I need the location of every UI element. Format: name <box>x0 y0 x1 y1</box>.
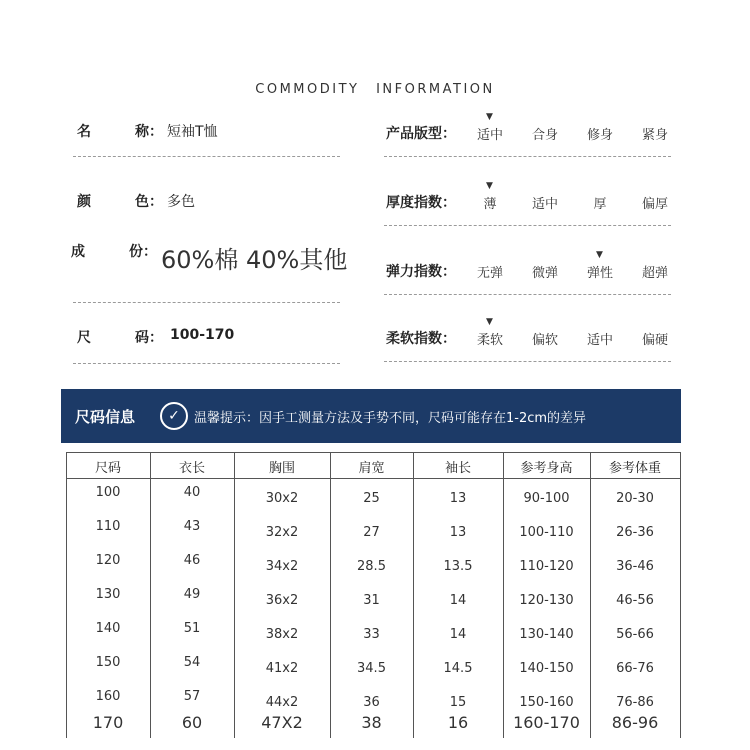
size-label-b: 码： <box>135 330 163 346</box>
table-cell: 14 <box>449 593 467 608</box>
attribute-label: 弹力指数： <box>386 264 456 280</box>
table-cell: 110-120 <box>519 559 574 574</box>
attribute-option: 适中 <box>586 333 613 348</box>
table-header-cell: 尺码 <box>94 461 121 476</box>
divider <box>384 156 671 157</box>
table-cell: 170 <box>92 713 124 732</box>
table-cell: 13.5 <box>443 559 473 574</box>
table-cell: 140-150 <box>519 661 574 676</box>
color-label-b: 色： <box>135 194 163 210</box>
table-cell: 33 <box>363 627 380 642</box>
table-cell: 76-86 <box>616 695 654 710</box>
table-cell: 56-66 <box>616 627 654 642</box>
table-cell: 90-100 <box>523 491 570 506</box>
divider <box>384 294 671 295</box>
table-cell: 86-96 <box>611 713 659 732</box>
color-value: 多色 <box>167 194 195 210</box>
attribute-option: 紧身 <box>641 128 668 143</box>
table-cell: 43 <box>183 519 201 534</box>
table-header-cell: 胸围 <box>268 461 295 476</box>
attribute-option: 厚 <box>593 197 607 212</box>
table-cell: 20-30 <box>616 491 654 506</box>
table-grid-line <box>66 478 680 479</box>
table-cell: 60 <box>181 713 203 732</box>
attribute-option: 柔软 <box>476 333 503 348</box>
size-range-value: 100-170 <box>170 327 235 343</box>
attribute-option: 修身 <box>586 128 613 143</box>
material-label-b: 份： <box>129 244 157 260</box>
table-cell: 150-160 <box>519 695 574 710</box>
material-value: 60%棉 40%其他 <box>161 246 348 274</box>
table-cell: 13 <box>449 491 467 506</box>
table-cell: 38x2 <box>265 627 299 642</box>
table-header-cell: 肩宽 <box>358 461 385 476</box>
table-cell: 100 <box>95 485 121 500</box>
table-cell: 40 <box>183 485 201 500</box>
table-cell: 57 <box>183 689 201 704</box>
table-cell: 34.5 <box>357 661 386 676</box>
attribute-option: 微弹 <box>531 266 558 281</box>
table-cell: 41x2 <box>265 661 299 676</box>
attribute-option: 薄 <box>483 197 497 212</box>
table-cell: 46-56 <box>616 593 654 608</box>
divider <box>73 302 340 303</box>
table-cell: 36 <box>363 695 380 710</box>
name-label-b: 称： <box>135 124 163 140</box>
table-cell: 100-110 <box>519 525 574 540</box>
table-cell: 120-130 <box>519 593 574 608</box>
table-cell: 26-36 <box>616 525 654 540</box>
material-label-a: 成 <box>71 244 85 260</box>
divider <box>73 156 340 157</box>
size-info-banner <box>61 389 681 443</box>
attribute-option: 适中 <box>476 128 503 143</box>
attribute-option: 超弹 <box>641 266 668 281</box>
table-cell: 15 <box>449 695 467 710</box>
table-cell: 13 <box>449 525 467 540</box>
table-cell: 49 <box>183 587 201 602</box>
table-cell: 46 <box>183 553 201 568</box>
attribute-option: 偏硬 <box>641 333 668 348</box>
table-cell: 16 <box>447 713 469 732</box>
attribute-option: 适中 <box>531 197 558 212</box>
table-cell: 31 <box>363 593 380 608</box>
divider <box>73 363 340 364</box>
attribute-option: 合身 <box>531 128 558 143</box>
table-header-cell: 参考体重 <box>608 461 661 476</box>
attribute-label: 产品版型： <box>386 126 456 142</box>
table-cell: 30x2 <box>265 491 299 506</box>
table-cell: 110 <box>95 519 121 534</box>
table-cell: 14.5 <box>443 661 473 676</box>
table-header-cell: 袖长 <box>444 461 471 476</box>
table-cell: 14 <box>449 627 467 642</box>
divider <box>384 225 671 226</box>
table-grid-line <box>680 452 681 738</box>
table-cell: 36x2 <box>265 593 299 608</box>
table-cell: 34x2 <box>265 559 299 574</box>
attribute-option: 偏软 <box>531 333 558 348</box>
table-grid-line <box>66 452 680 453</box>
table-cell: 36-46 <box>616 559 654 574</box>
table-cell: 28.5 <box>357 559 386 574</box>
table-cell: 54 <box>183 655 201 670</box>
attribute-option: 弹性 <box>586 266 613 281</box>
selected-marker-icon: ▼ <box>596 250 603 260</box>
table-cell: 160 <box>95 689 121 704</box>
page-title: COMMODITY INFORMATION <box>255 82 495 97</box>
divider <box>384 361 671 362</box>
size-label-a: 尺 <box>77 330 91 346</box>
table-cell: 130-140 <box>519 627 574 642</box>
table-cell: 25 <box>363 491 380 506</box>
banner-title: 尺码信息 <box>75 408 136 426</box>
name-label-a: 名 <box>77 124 91 140</box>
table-cell: 32x2 <box>265 525 299 540</box>
table-cell: 38 <box>361 713 382 732</box>
table-header-cell: 参考身高 <box>520 461 573 476</box>
name-value: 短袖T恤 <box>167 124 218 140</box>
attribute-label: 厚度指数： <box>386 195 456 211</box>
selected-marker-icon: ▼ <box>486 317 493 327</box>
attribute-label: 柔软指数： <box>386 331 456 347</box>
table-cell: 66-76 <box>616 661 654 676</box>
check-circle-icon: ✓ <box>160 402 188 430</box>
table-cell: 150 <box>95 655 121 670</box>
table-cell: 51 <box>183 621 201 636</box>
table-cell: 120 <box>95 553 121 568</box>
table-cell: 140 <box>95 621 121 636</box>
table-cell: 130 <box>95 587 121 602</box>
banner-note: 温馨提示：因手工测量方法及手势不同，尺码可能存在1-2cm的差异 <box>194 411 587 426</box>
color-label-a: 颜 <box>77 194 91 210</box>
attribute-option: 偏厚 <box>641 197 668 212</box>
table-cell: 27 <box>363 525 380 540</box>
selected-marker-icon: ▼ <box>486 181 493 191</box>
attribute-option: 无弹 <box>476 266 503 281</box>
selected-marker-icon: ▼ <box>486 112 493 122</box>
table-cell: 44x2 <box>265 695 299 710</box>
table-cell: 160-170 <box>513 713 580 732</box>
table-header-cell: 衣长 <box>178 461 205 476</box>
table-cell: 47X2 <box>261 713 303 732</box>
